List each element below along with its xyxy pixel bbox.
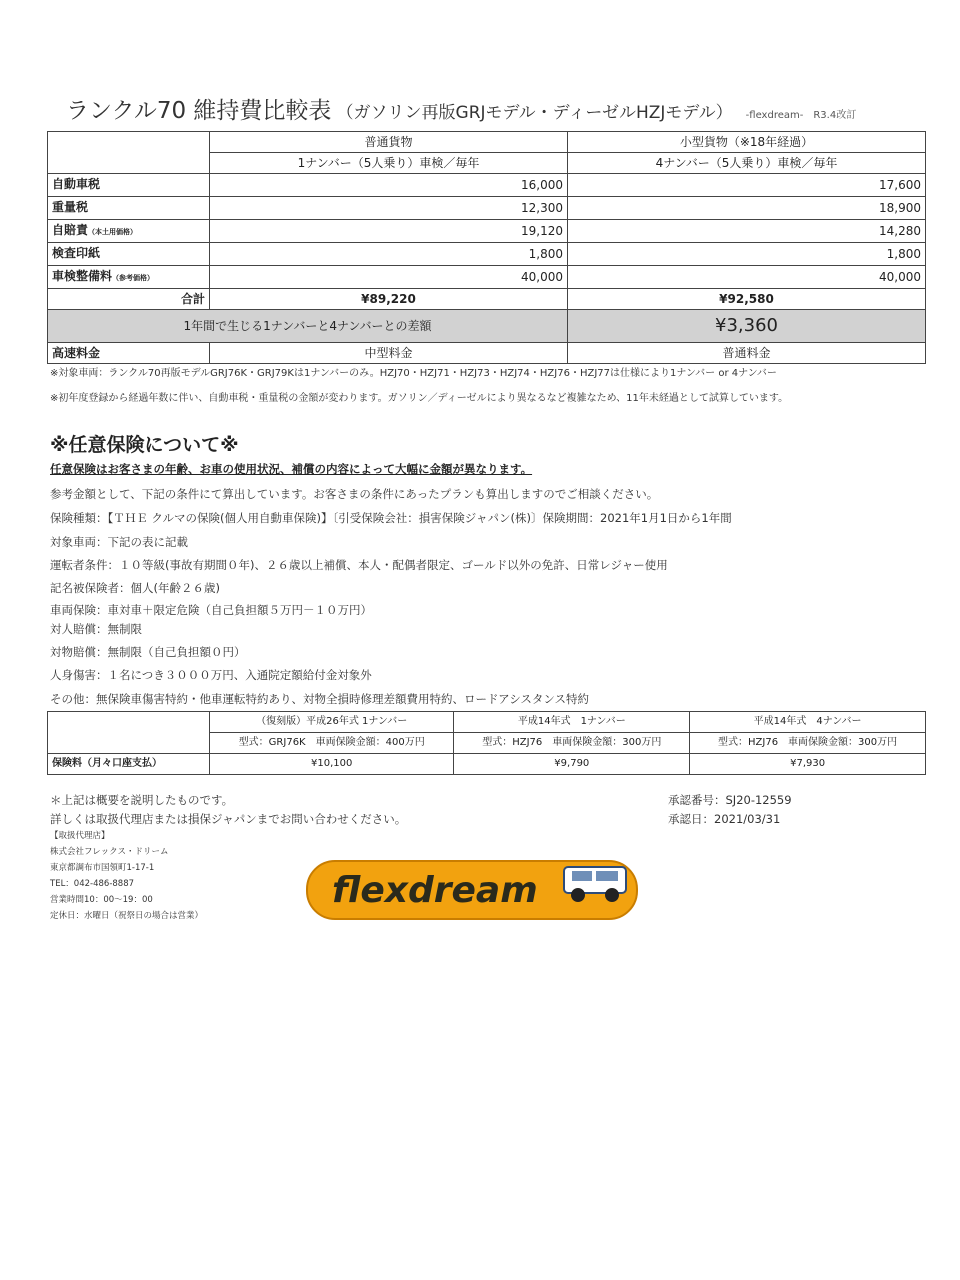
insurance-line: 対人賠償：無制限	[50, 622, 142, 636]
note-registration: ※初年度登録から経過年数に伴い、自動車税・重量税の金額が変わります。ガソリン／ディーゼルにより異なるなど複雑なため、11年未経過として試算しています。	[50, 393, 789, 404]
total-label: 合計	[48, 289, 210, 310]
highway-value-1: 中型料金	[210, 343, 568, 364]
ins-col-model: 型式：HZJ76 車両保険金額：300万円	[454, 733, 690, 754]
row-label: 車検整備料	[52, 269, 113, 283]
difference-row	[48, 310, 926, 343]
ins-col-model: 型式：GRJ76K 車両保険金額：400万円	[210, 733, 454, 754]
highway-label: 高速料金	[48, 343, 210, 364]
col1-category: 普通貨物	[210, 132, 568, 153]
title-main: ランクル70 維持費比較表	[66, 98, 332, 124]
total-row	[48, 289, 926, 310]
flexdream-logo	[306, 857, 638, 921]
logo-text: flexdream	[332, 870, 538, 911]
total-value-2: ¥92,580	[568, 289, 926, 310]
approval-date: 承認日：2021/03/31	[668, 812, 781, 826]
footer-tel: TEL：042-486-8887	[50, 879, 135, 889]
footer-closed: 定休日：水曜日（祝祭日の場合は営業）	[50, 911, 204, 921]
row-note: （参考価格）	[112, 274, 155, 282]
footer-company: 株式会社フレックス・ドリーム	[50, 847, 169, 857]
row-label: 自賠責	[52, 223, 89, 237]
table-row	[48, 754, 926, 775]
row-value-2: 18,900	[568, 197, 926, 220]
insurance-line: 車両保険：車対車＋限定危険（自己負担額５万円－１０万円）	[50, 603, 372, 617]
footer-hours: 営業時間10：00～19：00	[50, 895, 153, 905]
ins-col-head: （復刻版）平成26年式 1ナンバー	[210, 712, 454, 733]
page-title	[66, 92, 856, 125]
table-row	[48, 220, 926, 243]
insurance-line: 記名被保険者：個人(年齢２６歳)	[50, 581, 220, 595]
insurance-line: 参考金額として、下記の条件にて算出しています。お客さまの条件にあったプランも算出しますのでご相談ください。	[50, 487, 659, 501]
insurance-line: その他：無保険車傷害特約・他車運転特約あり、対物全損時修理差額費用特約、ロードアシスタンス特約	[50, 692, 589, 706]
footer-address: 東京都調布市国領町1-17-1	[50, 863, 155, 873]
ins-price: ¥10,100	[210, 754, 454, 775]
title-sub: （ガソリン再版GRJモデル・ディーゼルHZJモデル）	[336, 103, 733, 123]
ins-col-model: 型式：HZJ76 車両保険金額：300万円	[690, 733, 926, 754]
row-label: 重量税	[52, 200, 89, 214]
row-label: 自動車税	[52, 177, 101, 191]
difference-value: ¥3,360	[568, 310, 926, 343]
cost-comparison-table	[47, 131, 926, 364]
total-value-1: ¥89,220	[210, 289, 568, 310]
table-row	[48, 243, 926, 266]
insurance-table	[47, 711, 926, 775]
row-label: 検査印紙	[52, 246, 101, 260]
header-blank	[48, 132, 210, 174]
footer-contact: 詳しくは取扱代理店または損保ジャパンまでお問い合わせください。	[50, 812, 407, 826]
ins-price: ¥7,930	[690, 754, 926, 775]
insurance-line: 運転者条件：１０等級(事故有期間０年)、２６歳以上補償、本人・配偶者限定、ゴールド以外の免許、日常レジャー使用	[50, 558, 668, 572]
col2-category: 小型貨物（※18年経過）	[568, 132, 926, 153]
row-value-1: 12,300	[210, 197, 568, 220]
row-value-2: 40,000	[568, 266, 926, 289]
row-value-1: 19,120	[210, 220, 568, 243]
highway-value-2: 普通料金	[568, 343, 926, 364]
insurance-heading: ※任意保険について※	[50, 434, 239, 456]
insurance-underline: 任意保険はお客さまの年齢、お車の使用状況、補償の内容によって大幅に金額が異なります。	[50, 462, 533, 476]
insurance-line: 人身傷害：１名につき３０００万円、入通院定額給付金対象外	[50, 668, 372, 682]
table-row	[48, 266, 926, 289]
insurance-line: 保険種類：【ＴＨＥ クルマの保険(個人用自動車保険)】〔引受保険会社：損害保険ジャパン(株)〕保険期間：2021年1月1日から1年間	[50, 511, 732, 525]
row-note: （本土用価格）	[88, 228, 138, 236]
col2-plate: 4ナンバー（5人乗り）車検／毎年	[568, 153, 926, 174]
row-value-1: 16,000	[210, 174, 568, 197]
insurance-line: 対物賠償：無制限（自己負担額０円）	[50, 645, 246, 659]
insurance-line: 対象車両：下記の表に記載	[50, 535, 188, 549]
difference-label: 1年間で生じる1ナンバーと4ナンバーとの差額	[48, 310, 568, 343]
table-row	[48, 174, 926, 197]
row-value-2: 14,280	[568, 220, 926, 243]
ins-row-label: 保険料（月々口座支払）	[48, 754, 210, 775]
row-value-1: 1,800	[210, 243, 568, 266]
approval-number: 承認番号：SJ20-12559	[668, 793, 792, 807]
ins-price: ¥9,790	[454, 754, 690, 775]
footer-summary: ＊上記は概要を説明したものです。	[50, 793, 234, 807]
note-vehicles: ※対象車両：ランクル70再版モデルGRJ76K・GRJ79Kは1ナンバーのみ。HZJ70・HZJ71・HZJ73・HZJ74・HZJ76・HZJ77は仕様により1ナンバー or 4ナンバー	[50, 368, 777, 379]
row-value-2: 1,800	[568, 243, 926, 266]
ins-header-blank	[48, 712, 210, 754]
ins-col-head: 平成14年式 4ナンバー	[690, 712, 926, 733]
row-value-1: 40,000	[210, 266, 568, 289]
table-row	[48, 197, 926, 220]
ins-col-head: 平成14年式 1ナンバー	[454, 712, 690, 733]
footer-agent-label: 【取扱代理店】	[50, 831, 110, 841]
title-tag: -flexdream- R3.4改訂	[745, 110, 857, 121]
row-value-2: 17,600	[568, 174, 926, 197]
highway-row	[48, 343, 926, 364]
col1-plate: 1ナンバー（5人乗り）車検／毎年	[210, 153, 568, 174]
